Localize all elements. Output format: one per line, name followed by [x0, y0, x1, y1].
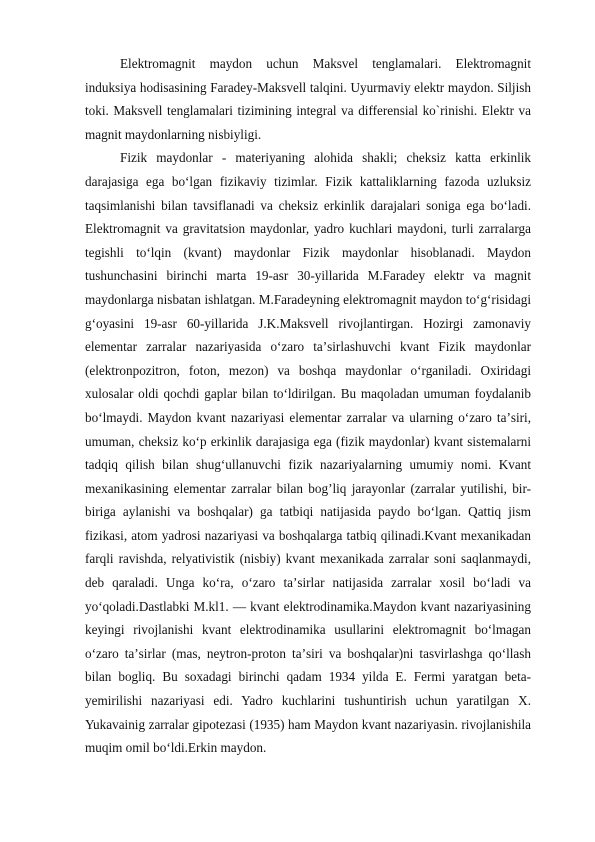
paragraph-physical-fields: Fizik maydonlar - materiyaning alohida shakli; cheksiz katta erkinlik darajasiga ega boʻlgan fizikaviy tizimlar. Fizik kattaliklarning fazoda uzluksiz taqsimlanishi bilan tavsiflanadi va cheksiz erkinlik darajalari soniga ega boʻladi. Elektromagnit va gravitatsion maydonlar, yadro kuchlari maydoni, turli zarralarga tegishli toʻlqin (kvant) maydonlar Fizik maydonlar hisoblanadi. Maydon tushunchasini birinchi marta 19-asr 30-yillarida M.Faradey elektr va magnit maydonlarga nisbatan ishlatgan. M.Faradeyning elektromagnit maydon toʻgʻrisidagi gʻoyasini 19-asr 60-yillarida J.K.Maksvell rivojlantirgan. Hozirgi zamonaviy elementar zarralar nazariyasida oʻzaro taʼsirlashuvchi kvant Fizik maydonlar (elektronpozitron, foton, mezon) va boshqa maydonlar oʻrganiladi. Oxiridagi xulosalar oldi qochdi gaplar bilan toʻldirilgan. Bu maqoladan umuman foydalanib boʻlmaydi. Maydon kvant nazariyasi elementar zarralar va ularning oʻzaro taʼsiri, umuman, cheksiz koʻp erkinlik darajasiga ega (fizik maydonlar) kvant sistemalarni tadqiq qilish bilan shugʻullanuvchi fizik nazariyalarning umumiy nomi. Kvant mexanikasining elementar zarralar bilan bog’liq jarayonlar (zarralar yutilishi, bir-biriga aylanishi va boshqalar) ga tatbiqi natijasida paydo boʻlgan. Qattiq jism fizikasi, atom yadrosi nazariyasi va boshqalarga tatbiq qilinadi.Kvant mexanikadan farqli ravishda, relyativistik (nisbiy) kvant mexanikada zarralar soni saqlanmaydi, deb qaraladi. Unga koʻra, oʻzaro taʼsirlar natijasida zarralar xosil boʻladi va yoʻqoladi.Dastlabki M.kl1. — kvant elektrodinamika.Maydon kvant nazariyasining keyingi rivojlanishi kvant elektrodinamika usullarini elektromagnit boʻlmagan oʻzaro taʼsirlar (mas, neytron-proton taʼsiri va boshqalar)ni tasvirlashga qoʻllash bilan bogliq. Bu soxadagi birinchi qadam 1934 yilda E. Fermi yaratgan beta-yemirilishi nazariyasi edi. Yadro kuchlarini tushuntirish uchun yaratilgan X. Yukavainig zarralar gipotezasi (1935) ham Maydon kvant nazariyasin. rivojlanishila muqim omil boʻldi.Erkin maydon. [85, 150, 531, 756]
document-page [85, 52, 531, 760]
paragraph-maxwell-topics: Elektromagnit maydon uchun Maksvel tenglamalari. Elektromagnit induksiya hodisasining Faradey-Maksvell talqini. Uyurmaviy elektr maydon. Siljish toki. Maksvell tenglamalari tizimining integral va differensial ko`rinishi. Elektr va magnit maydonlarning nisbiyligi. [85, 56, 531, 142]
